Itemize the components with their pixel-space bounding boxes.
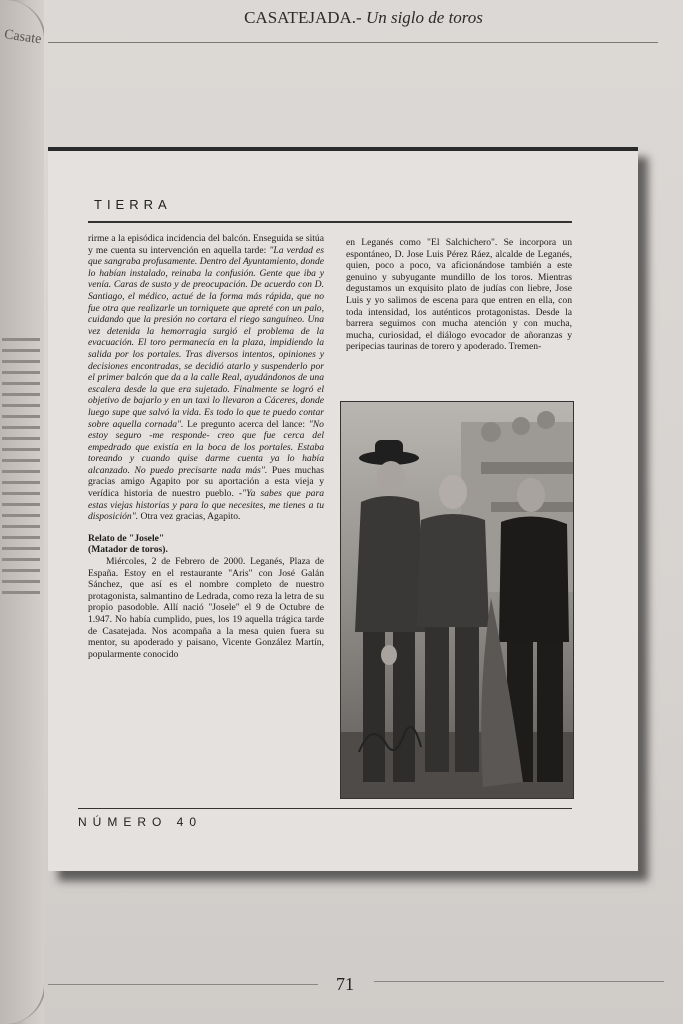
article-subheading [88,533,324,556]
book-page [44,0,683,1024]
article-column-left [88,233,324,660]
article-paragraph: en Leganés como "El Salchichero". Se incorpora un espontáneo, D. Jose Luis Pérez Ráez, alcalde de Leganés, quien, poco a poco, va aficionándose también a este genuino y subyugante mundillo de los toros. Mientras degustamos un exquisito plato de judías con liebre, Jose Luis y yo salimos de escena para que entren en ella, con toda intensidad, los auténticos protagonistas. Desde la barrera seguimos con mucha atención y con mucha, mucha, curiosidad, el diálogo evocador de añoranzas y peripecias taurinas de torero y apoderado. Tremen- [346,237,572,353]
running-head-title: CASATEJADA.- [244,8,362,27]
section-rule [88,221,572,223]
section-label: TIERRA [94,197,172,212]
page-number: 71 [336,974,354,994]
paragraph-text: Le pregunto acerca del lance: [183,418,309,430]
paragraph-text: rirme a la episódica incidencia del balcón. Enseguida se sitúa y me cuenta su intervención en aquella tarde: [88,233,324,256]
running-head-subtitle: Un siglo de toros [365,8,483,27]
paragraph-text: Otra vez gracias, Agapito. [138,511,241,523]
header-rule [48,42,658,43]
issue-rule [78,808,572,809]
adjacent-page-text-lines [2,330,42,602]
running-head [44,8,683,28]
quote-text: "Ya sabes que para estas viejas historias y para lo que necesites, me tienes a tu disposición". [88,488,324,523]
article-column-right [346,237,572,353]
quote-text: "La verdad es que sangraba profusamente. Dentro del Ayuntamiento, donde lo habían instalado, reinaba la confusión. Gente que iba y venía. Caras de susto y de preocupación. De acuerdo con D. Santiago, el médico, actué de la forma más rápida, que no fue otra que realizarle un torniquete que apreté con un palo, cuidando que la presión no cortara el riego sanguíneo. Una vez detenida la hemorragia surgió el problema de la evacuación. El toro permanecía en la plaza, impidiendo la salida por los portales. Tras diversos intentos, opiniones y decisiones encontradas, se decidió atarlo y suspenderlo por el primer balcón que da a la calle Real, ayudándonos de una escalera desde la que era sujetado. Finalmente se logró el objetivo de bajarlo y en un taxi lo llevaron a Cáceres, donde luego supe que salvó la vida. Es todo lo que te puedo contar sobre aquella cornada". [88,244,324,430]
photo-image [341,402,573,798]
adjacent-page-edge [0,0,48,1024]
historic-photograph [340,401,574,799]
subheading-line: (Matador de toros). [88,544,168,556]
footer-rule-left [48,984,318,985]
paragraph-text: Pues muchas gracias amigo Agapito por su aportación a esta vieja y verídica historia de nuestro pueblo. - [88,464,325,500]
magazine-clipping [48,147,638,871]
article-paragraph: Miércoles, 2 de Febrero de 2000. Leganés, Plaza de España. Estoy en el restaurante "Aris" con José Galán Sánchez, que así es el nombre completo de nuestro protagonista, salmantino de Ledrada, como reza la letra de su propio pasodoble. Allí nació "Josele" el 9 de Octubre de 1.947. No había cumplido, pues, los 19 aquella trágica tarde de Casatejada. Nos acompaña a la mesa quien fuera su mentor, su apoderado y paisano, Vicente González Martín, popularmente conocido [88,556,324,660]
footer-rule-right [374,981,664,982]
article-paragraph [88,233,324,523]
adjacent-page-fragment: Casate [3,27,43,48]
issue-number: NÚMERO 40 [78,815,203,829]
subheading-line: Relato de "Josele" [88,532,165,544]
quote-text: "No estoy seguro -me responde- creo que fue cerca del empedrado que existía en la boca de los portales. Estaba toreando y cuando quise darme cuenta ya lo había alcanzado. No puedo precisarte nada más". [88,418,324,476]
